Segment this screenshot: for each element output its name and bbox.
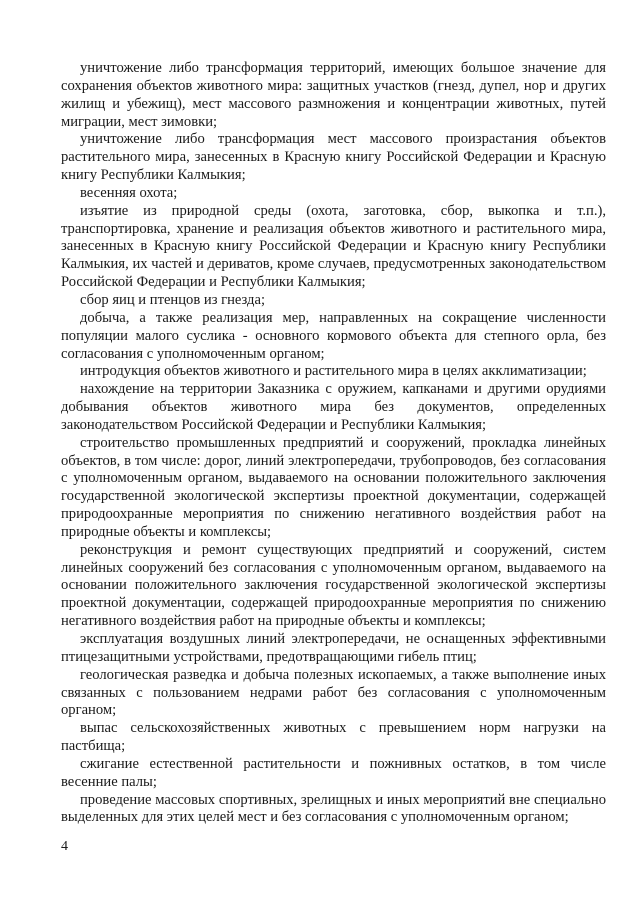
paragraph: изъятие из природной среды (охота, заготовка, сбор, выкопка и т.п.), транспортировка, хранение и реализация объектов животного и растительного мира, занесенных в Красную книгу Российской Федерации и Красную книгу Республики Калмыкия, их частей и дериватов, кроме случаев, предусмотренных законодательством Российской Федерации и Республики Калмыкия; (61, 202, 606, 291)
page-number: 4 (61, 839, 68, 854)
paragraph: выпас сельскохозяйственных животных с превышением норм нагрузки на пастбища; (61, 720, 606, 755)
paragraph: уничтожение либо трансформация территорий, имеющих большое значение для сохранения объектов животного мира: защитных участков (гнезд, дупел, нор и других жилищ и убежищ), мест массового размножения и концентрации животных, путей миграции, мест зимовки; (61, 60, 606, 130)
paragraph: эксплуатация воздушных линий электропередачи, не оснащенных эффективными птицезащитными устройствами, предотвращающими гибель птиц; (61, 631, 606, 665)
paragraph: уничтожение либо трансформация мест массового произрастания объектов растительного мира, занесенных в Красную книгу Российской Федерации и Красную книгу Республики Калмыкия; (61, 131, 606, 184)
paragraph: сбор яиц и птенцов из гнезда; (80, 291, 266, 308)
paragraph: сжигание естественной растительности и пожнивных остатков, в том числе весенние палы; (61, 755, 606, 790)
paragraph: проведение массовых спортивных, зрелищных и иных мероприятий вне специально выделенных для этих целей мест и без согласования с уполномоченным органом; (61, 791, 606, 826)
document-body (61, 60, 606, 827)
paragraph: интродукция объектов животного и растительного мира в целях акклиматизации; (80, 363, 587, 380)
paragraph: геологическая разведка и добыча полезных ископаемых, а также выполнение иных связанных с пользованием недрами работ без согласования с уполномоченным органом; (61, 666, 606, 719)
paragraph: нахождение на территории Заказника с оружием, капканами и другими орудиями добывания объектов животного мира без документов, определенных законодательством Российской Федерации и Республики Калмыкия; (61, 381, 606, 433)
paragraph: добыча, а также реализация мер, направленных на сокращение численности популяции малого суслика - основного кормового объекта для степного орла, без согласования с уполномоченным органом; (61, 309, 606, 362)
paragraph: реконструкция и ремонт существующих предприятий и сооружений, систем линейных сооружений без согласования с уполномоченным органом, выдаваемого на основании положительного заключения государственной экологической экспертизы проектной документации, содержащей природоохранные мероприятия по снижению негативного воздействия работ на природные объекты и комплексы; (61, 541, 606, 630)
paragraph: строительство промышленных предприятий и сооружений, прокладка линейных объектов, в том числе: дорог, линий электропередачи, трубопроводов, без согласования с уполномоченным органом, выдаваемого на основании положительного заключения государственной экологической экспертизы проектной документации, содержащей природоохранные мероприятия по снижению негативного воздействия работ на природные объекты и комплексы; (61, 434, 606, 540)
paragraph: весенняя охота; (80, 184, 178, 201)
